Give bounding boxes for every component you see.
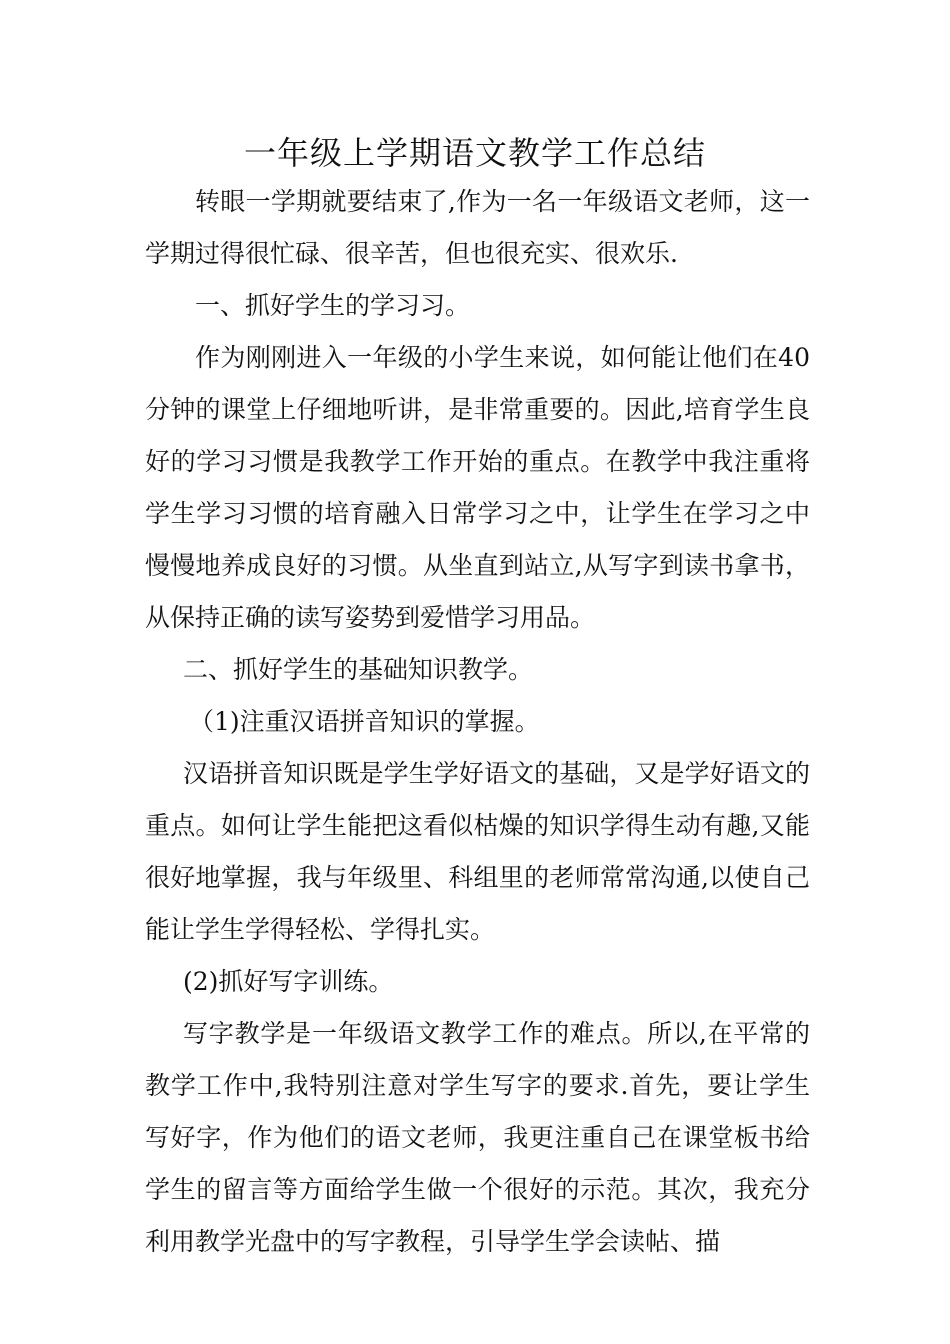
section-heading-basic-knowledge: 二、抓好学生的基础知识教学。	[183, 655, 534, 684]
paragraph-writing: 写字教学是一年级语文教学工作的难点。所以,在平常的教学工作中,我特别注意对学生写字的要求.首先，要让学生写好字，作为他们的语文老师，我更注重自己在课堂板书给学生的留言等方面给学生做一个很好的示范。其次，我充分利用教学光盘中的写字教程，引导学生学会读帖、描	[145, 1019, 810, 1256]
paragraph-intro: 转眼一学期就要结束了,作为一名一年级语文老师，这一学期过得很忙碌、很辛苦，但也很充实、很欢乐.	[145, 187, 810, 268]
subheading-writing: (2)抓好写字训练。	[183, 967, 394, 996]
paragraph-pinyin: 汉语拼音知识既是学生学好语文的基础，又是学好语文的重点。如何让学生能把这看似枯燥的知识学得生动有趣,又能很好地掌握，我与年级里、科组里的老师常常沟通,以使自己能让学生学得轻松、学得扎实。	[145, 759, 810, 944]
document-title: 一年级上学期语文教学工作总结	[243, 134, 706, 172]
subheading-pinyin: （1)注重汉语拼音知识的掌握。	[189, 707, 540, 736]
document-body	[145, 176, 810, 1268]
section-heading-study-habits: 一、抓好学生的学习习。	[195, 291, 471, 320]
paragraph-study-habits: 作为刚刚进入一年级的小学生来说，如何能让他们在40分钟的课堂上仔细地听讲，是非常重要的。因此,培育学生良好的学习习惯是我教学工作开始的重点。在教学中我注重将学生学习习惯的培育融入日常学习之中，让学生在学习之中慢慢地养成良好的习惯。从坐直到站立,从写字到读书拿书，从保持正确的读写姿势到爱惜学习用品。	[145, 343, 810, 632]
